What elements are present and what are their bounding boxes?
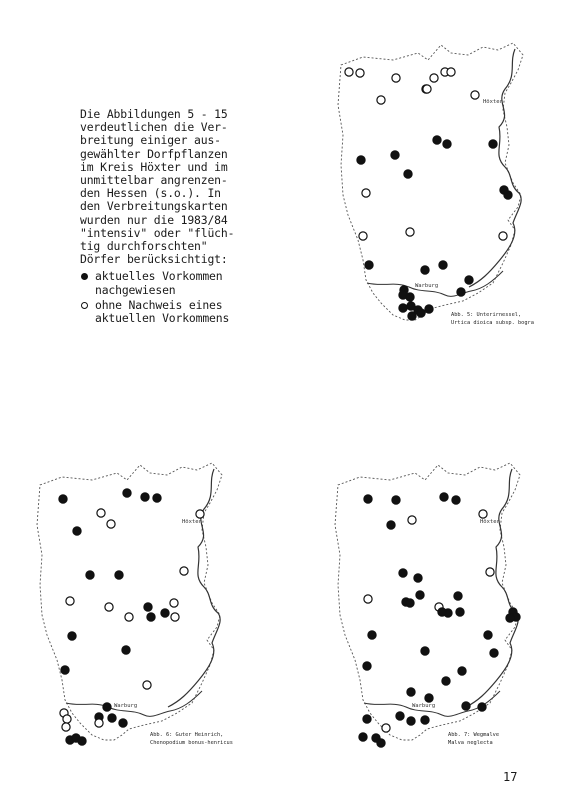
record-present-marker (61, 666, 69, 674)
record-absent-marker (359, 232, 367, 240)
place-label-hoexter: Höxter (182, 519, 202, 525)
record-present-marker (407, 717, 415, 725)
record-absent-marker (180, 567, 188, 575)
legend (80, 270, 280, 325)
record-present-marker (123, 489, 131, 497)
record-present-marker (153, 494, 161, 502)
record-present-marker (404, 170, 412, 178)
map-canvas (330, 455, 530, 755)
record-absent-marker (392, 74, 400, 82)
record-absent-marker (430, 74, 438, 82)
record-present-marker (443, 140, 451, 148)
map-caption-line1: Abb. 7: Wegmalve (448, 732, 500, 738)
record-absent-marker (62, 723, 70, 731)
record-present-marker (73, 527, 81, 535)
legend-item-present (80, 270, 280, 296)
record-present-marker (108, 714, 116, 722)
record-present-marker (414, 574, 422, 582)
intro-line: gewählter Dorfpflanzen (80, 146, 228, 161)
legend-absent-line2: aktuellen Vorkommens (95, 311, 230, 326)
record-present-marker (458, 667, 466, 675)
record-present-marker (452, 496, 460, 504)
filled-circle-icon (81, 273, 88, 280)
record-absent-marker (479, 510, 487, 518)
record-present-marker (490, 649, 498, 657)
intro-line: Die Abbildungen 5 - 15 (80, 107, 228, 121)
record-present-marker (391, 151, 399, 159)
distribution-map-3 (330, 455, 530, 755)
record-present-marker (478, 703, 486, 711)
record-present-marker (161, 609, 169, 617)
intro-line: den Hessen (s.o.). In (80, 186, 221, 201)
record-present-marker (407, 688, 415, 696)
record-present-marker (59, 495, 67, 503)
record-absent-marker (499, 232, 507, 240)
record-absent-marker (143, 681, 151, 689)
intro-line: verdeutlichen die Ver- (80, 120, 228, 135)
river-weser (168, 469, 220, 707)
record-present-marker (440, 493, 448, 501)
record-present-marker (406, 293, 414, 301)
record-present-marker (421, 647, 429, 655)
record-present-marker (417, 309, 425, 317)
record-absent-marker (170, 599, 178, 607)
record-present-marker (416, 591, 424, 599)
record-absent-marker (63, 715, 71, 723)
record-present-marker (144, 603, 152, 611)
river-weser (469, 49, 521, 287)
record-present-marker (365, 261, 373, 269)
record-absent-marker (364, 595, 372, 603)
record-absent-marker (171, 613, 179, 621)
record-present-marker (421, 716, 429, 724)
record-absent-marker (382, 724, 390, 732)
record-absent-marker (356, 69, 364, 77)
record-absent-marker (406, 228, 414, 236)
legend-item-present-text (95, 270, 222, 296)
distribution-map-1 (333, 35, 533, 335)
record-present-marker (368, 631, 376, 639)
record-present-marker (364, 495, 372, 503)
legend-present-line2: nachgewiesen (95, 282, 176, 297)
map-canvas (333, 35, 533, 335)
record-present-marker (396, 712, 404, 720)
intro-line: den Verbreitungskarten (80, 199, 228, 214)
record-present-marker (399, 304, 407, 312)
intro-line: im Kreis Höxter und im (80, 159, 228, 174)
record-present-marker (392, 496, 400, 504)
legend-item-absent (80, 299, 280, 325)
record-absent-marker (95, 719, 103, 727)
open-circle-icon (81, 302, 88, 309)
record-absent-marker (471, 91, 479, 99)
record-present-marker (115, 571, 123, 579)
map-caption-line2: Urtica dioica subsp. bogra (451, 320, 534, 326)
intro-line: tig durchforschten" (80, 239, 208, 254)
record-present-marker (489, 140, 497, 148)
map-canvas (32, 455, 232, 755)
record-absent-marker (107, 520, 115, 528)
place-label-warburg: Warburg (412, 703, 436, 709)
record-present-marker (363, 715, 371, 723)
record-absent-marker (408, 516, 416, 524)
map-caption-line2: Chenopodium bonus-henricus (150, 740, 233, 746)
place-label-hoexter: Höxter (483, 99, 503, 105)
map-caption-line1: Abb. 6: Guter Heinrich, (150, 732, 224, 738)
record-present-marker (421, 266, 429, 274)
record-absent-marker (423, 85, 431, 93)
legend-item-absent-text (95, 299, 229, 325)
record-absent-marker (486, 568, 494, 576)
record-present-marker (377, 739, 385, 747)
record-absent-marker (196, 510, 204, 518)
page-number: 17 (503, 770, 518, 784)
record-present-marker (484, 631, 492, 639)
record-present-marker (68, 632, 76, 640)
record-present-marker (506, 614, 514, 622)
map-caption-line2: Malva neglecta (448, 740, 493, 746)
record-present-marker (462, 702, 470, 710)
record-present-marker (438, 608, 446, 616)
record-present-marker (454, 592, 462, 600)
record-present-marker (387, 521, 395, 529)
intro-line: unmittelbar angrenzen- (80, 173, 228, 188)
record-absent-marker (125, 613, 133, 621)
intro-line: "intensiv" oder "flüch- (80, 225, 235, 240)
map-caption-line1: Abb. 5: Unterirnessel, (451, 312, 522, 318)
record-present-marker (103, 703, 111, 711)
record-absent-marker (447, 68, 455, 76)
record-present-marker (457, 288, 465, 296)
record-present-marker (78, 737, 86, 745)
record-present-marker (500, 186, 508, 194)
intro-line: wurden nur die 1983/84 (80, 212, 228, 227)
intro-line: breitung einiger aus- (80, 133, 221, 148)
record-present-marker (439, 261, 447, 269)
record-present-marker (141, 493, 149, 501)
record-present-marker (425, 305, 433, 313)
intro-text (80, 108, 280, 325)
legend-absent-line1: ohne Nachweis eines (95, 297, 223, 312)
legend-present-line1: aktuelles Vorkommen (95, 269, 223, 284)
record-present-marker (433, 136, 441, 144)
intro-line: Dörfer berücksichtigt: (80, 252, 228, 267)
record-present-marker (359, 733, 367, 741)
record-absent-marker (362, 189, 370, 197)
distribution-map-2 (32, 455, 232, 755)
record-present-marker (408, 312, 416, 320)
record-present-marker (147, 613, 155, 621)
place-label-warburg: Warburg (114, 703, 138, 709)
record-absent-marker (97, 509, 105, 517)
record-present-marker (86, 571, 94, 579)
record-absent-marker (377, 96, 385, 104)
record-present-marker (399, 569, 407, 577)
place-label-hoexter: Höxter (480, 519, 500, 525)
river-weser (466, 469, 518, 707)
place-label-warburg: Warburg (415, 283, 439, 289)
record-absent-marker (345, 68, 353, 76)
record-absent-marker (66, 597, 74, 605)
record-present-marker (442, 677, 450, 685)
record-present-marker (406, 599, 414, 607)
record-present-marker (357, 156, 365, 164)
record-present-marker (465, 276, 473, 284)
record-present-marker (122, 646, 130, 654)
record-present-marker (119, 719, 127, 727)
record-absent-marker (105, 603, 113, 611)
record-present-marker (456, 608, 464, 616)
record-present-marker (425, 694, 433, 702)
record-present-marker (363, 662, 371, 670)
